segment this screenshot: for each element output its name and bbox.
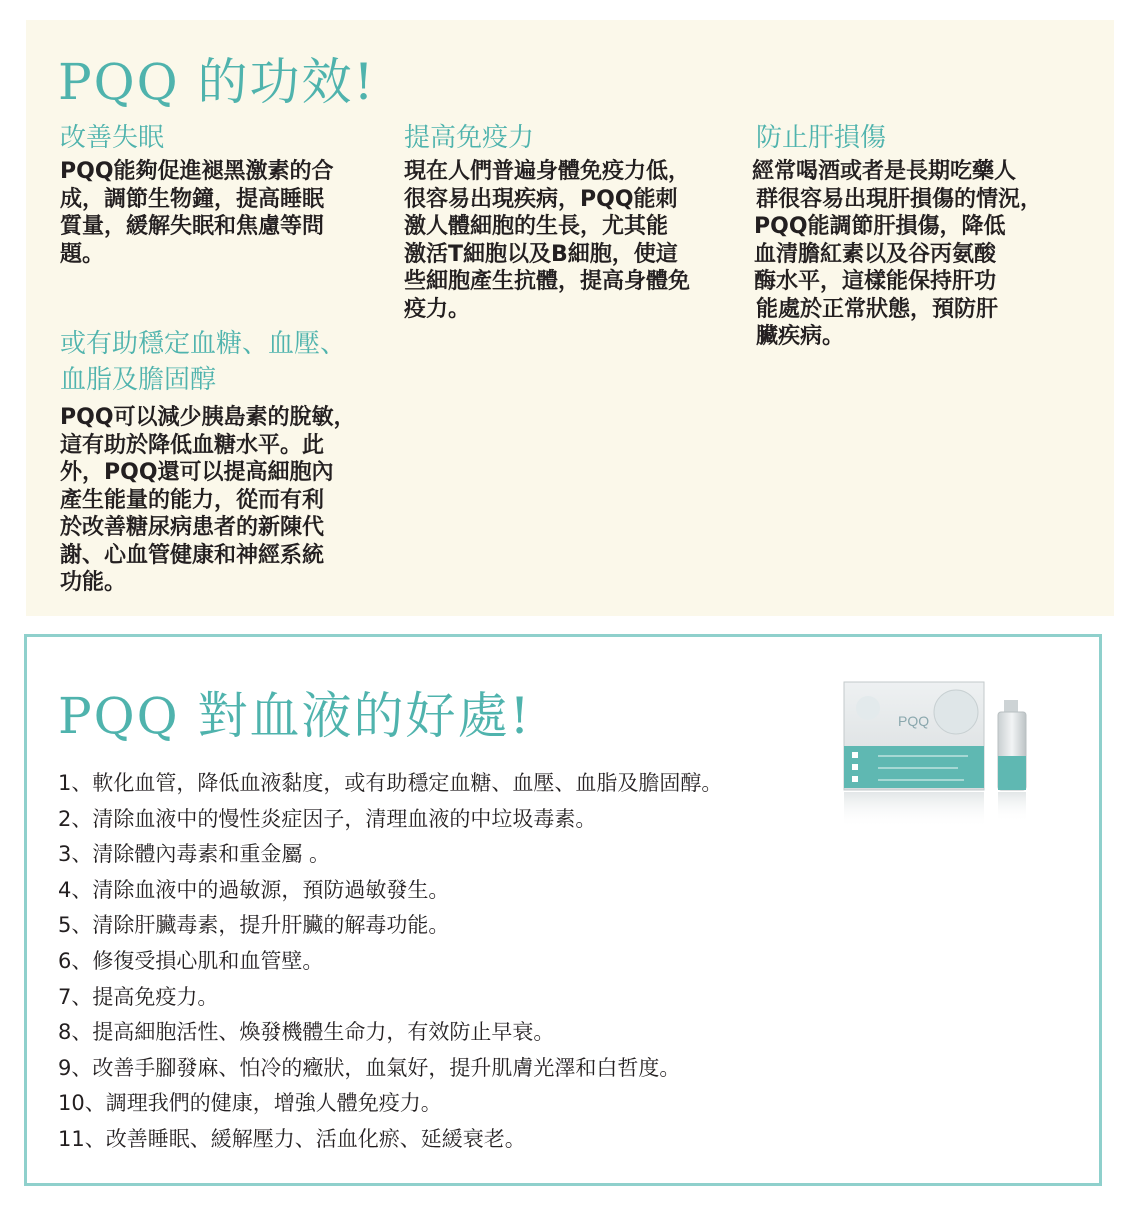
svg-text:PQQ: PQQ [898,713,930,729]
list-item: 3、清除體內毒素和重金屬 。 [58,842,331,867]
section-body-immunity: 現在人們普遍身體免疫力低， 很容易出現疾病，PQQ能刺 激人體細胞的生長，尤其能 激活T細胞以及B細胞，使這 些細胞產生抗體，提高身體免 疫力。 [404,159,691,322]
benefits-title: PQQ 的功效! [58,53,376,111]
blood-benefits-title: PQQ 對血液的好處! [58,687,532,745]
section-body-liver: 經常喝酒或者是長期吃藥人 群很容易出現肝損傷的情況， PQQ能調節肝損傷，降低 血清膽紅素以及谷丙氨酸 酶水平，這樣能保持肝功 能處於正常狀態，預防肝 臟疾病。 [752,159,1043,349]
blood-benefits-list [58,766,722,1158]
section-heading-insomnia: 改善失眠 [60,123,165,153]
section-heading-blood-sugar: 或有助穩定血糖、血壓、 血脂及膽固醇 [60,329,347,395]
product-image [838,672,1038,842]
section-body-blood-sugar: PQQ可以減少胰島素的脫敏， 這有助於降低血糖水平。此 外，PQQ還可以提高細胞內 產生能量的能力，從而有利 於改善糖尿病患者的新陳代 謝、心血管健康和神經系統 功能。 [60,405,356,595]
list-item: 8、提高細胞活性、煥發機體生命力，有效防止早衰。 [58,1020,555,1045]
list-item: 9、改善手腳發麻、怕冷的癥狀，血氣好，提升肌膚光澤和白哲度。 [58,1055,681,1080]
list-item: 2、清除血液中的慢性炎症因子，清理血液的中垃圾毒素。 [58,806,597,831]
list-item: 7、提高免疫力。 [58,984,219,1009]
list-item: 10、調理我們的健康，增強人體免疫力。 [58,1091,442,1116]
section-heading-liver: 防止肝損傷 [756,123,887,153]
list-item: 6、修復受損心肌和血管壁。 [58,948,324,973]
section-heading-immunity: 提高免疫力 [404,123,535,153]
list-item: 1、軟化血管，降低血液黏度，或有助穩定血糖、血壓、血脂及膽固醇。 [58,771,723,795]
list-item: 5、清除肝臟毒素，提升肝臟的解毒功能。 [58,913,450,938]
list-item: 4、清除血液中的過敏源，預防過敏發生。 [58,877,450,902]
list-item: 11、改善睡眠、緩解壓力、活血化瘀、延緩衰老。 [58,1126,526,1151]
section-body-insomnia: PQQ能夠促進褪黑激素的合 成，調節生物鐘，提高睡眠 質量，緩解失眠和焦慮等問 題。 [60,159,334,267]
